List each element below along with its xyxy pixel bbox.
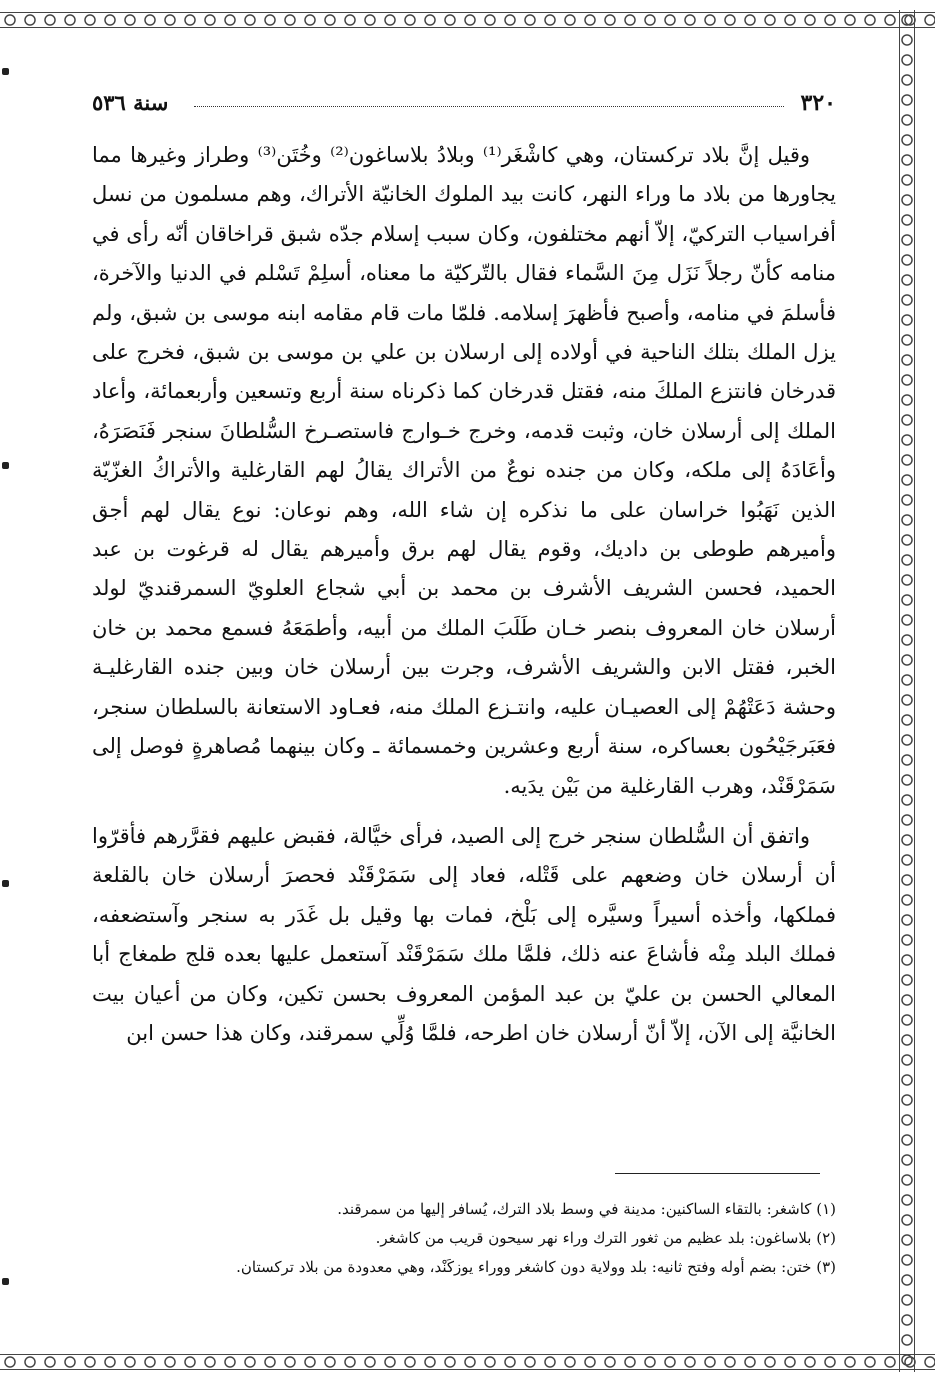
page-header [92, 90, 836, 120]
footnote-2: (٢) بلاساغون: بلد عظيم من ثغور الترك وراء نهر سيحون قريب من كاشغر. [375, 1229, 836, 1247]
margin-mark [2, 68, 9, 75]
bottom-ornamental-border [0, 1352, 935, 1372]
right-ornamental-border [897, 10, 917, 1372]
footnotes [92, 1195, 836, 1282]
footnote-1: (١) كاشغر: بالتقاء الساكنين: مدينة في وسط بلاد الترك، يُسافر إليها من سمرقند. [337, 1200, 836, 1218]
footnote-separator [615, 1173, 820, 1174]
margin-mark [2, 1278, 9, 1285]
margin-mark [2, 462, 9, 469]
footnote-3: (٣) ختن: بضم أوله وفتح ثانيه: بلد وولاية دون كاشغر ووراء يوزكَنْد، وهي معدودة من بلاد تركستان. [236, 1258, 836, 1276]
top-ornamental-border [0, 10, 935, 30]
main-text [92, 136, 836, 1053]
running-head-year: سنة ٥٣٦ [92, 90, 169, 115]
margin-mark [2, 880, 9, 887]
header-dotted-rule [194, 106, 784, 107]
paragraph: واتفق أن السُّلطان سنجر خرج إلى الصيد، فرأى خيَّالة، فقبض عليهم فقرَّرهم فأقرّوا أن أرسلان خان وضعهم على قَتْله، فعاد إلى سَمَرْقَنْد فحصرَ أرسلان خان بالقلعة فملكها، وأخذه أسيراً وسيَّره إلى بَلْخ، فمات بها وقيل بل غَدَر به سنجر وآستضعفه، فملك البلد مِنْه فأشاعَ عنه ذلك، فلمَّا ملك سَمَرْقَنْد آستعمل عليها بعده قلج طمغاج أبا المعالي الحسن بن عليّ بن عبد المؤمن المعروف بحسن تكين، وكان من أعيان بيت الخانيَّة إلى الآن، إلاّ أنّ أرسلان خان اطرحه، فلمَّا وُلِّي سمرقند، وكان هذا حسن ابن [92, 823, 836, 1045]
page-number: ٣٢٠ [800, 90, 836, 116]
paragraph: وقيل إنَّ بلاد تركستان، وهي كاشْغَر⁽¹⁾ وبلادُ بلاساغون⁽²⁾ وخُتَن⁽³⁾ وطراز وغيرها مما يجاورها من بلاد ما وراء النهر، كانت بيد الملوك الخانيّة الأتراك، وهم مسلمون من نسل أفراسياب التركيّ، إلاّ أنهم مختلفون، وكان سبب إسلام جدّه شبق قراخاقان أنّه رأى في منامه كأنّ رجلاً نَزَل مِنَ السَّماء فقال بالتّركيّة ما معناه، أسلِمْ تَسْلم في الدنيا والآخرة، فأسلمَ في منامه، وأصبح فأظهرَ إسلامه. فلمّا مات قام مقامه ابنه موسى بن شبق، ولم يزل الملك بتلك الناحية في أولاده إلى ارسلان بن علي بن موسى بن شبق، فخرج على قدرخان فانتزع الملكَ منه، فقتل قدرخان كما ذكرناه سنة أربع وتسعين وأربعمائة، وأعاد الملك إلى أرسلان خان، وثبت قدمه، وخرج خـوارج فاستصـرخ السُّلطانَ سنجر فَنَصَرَهُ، وأعَادَهُ إلى ملكه، وكان من جنده نوعٌ من الأتراك يقالُ لهم القارغلية والأتراكُ الغزّيّة الذين نَهَبُوا خراسان على ما نذكره إن شاء الله، وهم نوعان: نوع يقال لهم أجق وأميرهم طوطى بن داديك، وقوم يقال لهم برق وأميرهم يقال له قرغوت بن عبد الحميد، فحسن الشريف الأشرف بن محمد بن أبي شجاع العلويّ السمرقنديّ لولد أرسلان خان المعروف بنصر خـان طَلَبَ الملك من أبيه، وأطمَعَهُ فسمع محمد بن خان الخبر، فقتل الابن والشريف الأشرف، وجرت بين أرسلان خان وبين جنده القارغليـة وحشة دَعَتْهُمْ إلى العصيـان عليه، وانتـزع الملك منه، فعـاود الاستعانة بالسلطان سنجر، فعَبَرجَيْحُون بعساكره، سنة أربع وعشرين وخمسمائة ـ وكان بينهما مُصاهرةٍ فوصل إلى سَمَرْقَنْد، وهرب القارغلية من بَيْن يدَيه. [92, 143, 836, 798]
